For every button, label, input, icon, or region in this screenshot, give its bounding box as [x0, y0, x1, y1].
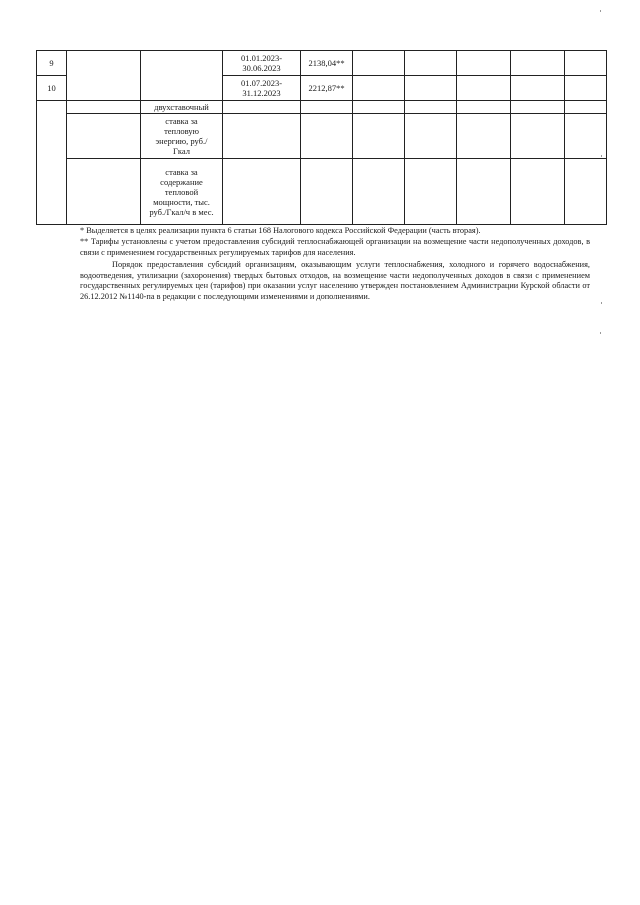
table-cell	[565, 159, 607, 225]
tariff-table	[36, 50, 607, 225]
scan-speck	[600, 10, 601, 12]
table-cell	[457, 76, 511, 101]
table-cell	[353, 51, 405, 76]
table-cell	[67, 159, 141, 225]
table-cell	[511, 159, 565, 225]
table-cell	[511, 51, 565, 76]
table-cell	[301, 101, 353, 114]
row-number: 10	[37, 76, 67, 101]
table-cell	[301, 114, 353, 159]
table-cell	[223, 101, 301, 114]
table-cell	[353, 159, 405, 225]
scan-speck	[600, 332, 601, 334]
period-cell: 01.01.2023-30.06.2023	[223, 51, 301, 76]
table-cell	[511, 76, 565, 101]
row-number: 9	[37, 51, 67, 76]
table-row	[37, 51, 607, 76]
table-cell	[405, 159, 457, 225]
table-cell	[405, 76, 457, 101]
table-cell	[353, 76, 405, 101]
table-cell	[457, 159, 511, 225]
table-cell	[511, 114, 565, 159]
table-row	[37, 159, 607, 225]
capacity-rate-label: ставка за содержание тепловой мощности, тыс. руб./Гкал/ч в мес.	[141, 159, 223, 225]
period-cell: 01.07.2023-31.12.2023	[223, 76, 301, 101]
table-cell	[565, 76, 607, 101]
footnote-subsidy: ** Тарифы установлены с учетом предоставления субсидий теплоснабжающей организации на возмещение части недополученных доходов, в связи с применением государственных регулируемых тарифов для населения.	[80, 237, 590, 257]
table-cell	[565, 101, 607, 114]
table-cell	[37, 101, 67, 225]
energy-rate-label: ставка за тепловую энергию, руб./Гкал	[141, 114, 223, 159]
tariff-value: 2138,04**	[301, 51, 353, 76]
table-cell	[405, 101, 457, 114]
table-row	[37, 114, 607, 159]
scan-speck	[601, 302, 602, 304]
table-cell	[223, 114, 301, 159]
tariff-value: 2212,87**	[301, 76, 353, 101]
table-row	[37, 101, 607, 114]
table-cell	[457, 114, 511, 159]
footnote-vat: * Выделяется в целях реализации пункта 6 статьи 168 Налогового кодекса Российской Федерации (часть вторая).	[80, 226, 481, 235]
table-cell	[67, 101, 141, 114]
table-cell	[405, 51, 457, 76]
table-cell	[457, 101, 511, 114]
table-cell	[353, 101, 405, 114]
table-cell	[67, 51, 141, 101]
scan-speck	[601, 155, 602, 157]
table-cell	[405, 114, 457, 159]
table-cell	[67, 114, 141, 159]
table-cell	[223, 159, 301, 225]
table-cell	[301, 159, 353, 225]
table-cell	[511, 101, 565, 114]
two-part-label: двухставочный	[141, 101, 223, 114]
table-cell	[565, 51, 607, 76]
procedure-paragraph: Порядок предоставления субсидий организациям, оказывающим услуги теплоснабжения, холодного и горячего водоснабжения, водоотведения, утилизации (захоронения) твердых бытовых отходов, на возмещение части недополученных доходов в связи с применением государственных регулируемых цен (тарифов) при оказании услуг населению утвержден постановлением Администрации Курской области от 26.12.2012 №1140-па в редакции с последующими изменениями и дополнениями.	[80, 260, 590, 301]
table-cell	[457, 51, 511, 76]
table-cell	[565, 114, 607, 159]
table-cell	[141, 51, 223, 101]
table-cell	[353, 114, 405, 159]
